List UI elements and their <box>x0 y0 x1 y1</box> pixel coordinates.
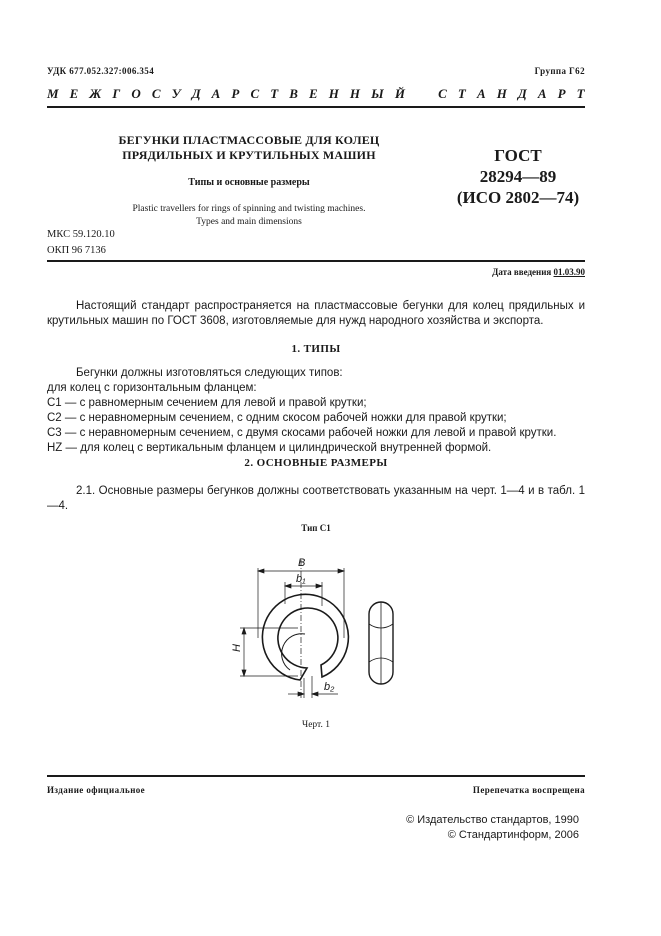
mks-code: МКС 59.120.10 <box>47 229 115 240</box>
label-b: B <box>298 557 306 569</box>
subtitle: Типы и основные размеры <box>188 177 310 188</box>
english-title-line-1: Plastic travellers for rings of spinning and twisting machines. <box>132 204 366 214</box>
title-line-1: БЕГУНКИ ПЛАСТМАССОВЫЕ ДЛЯ КОЛЕЦ <box>118 133 380 147</box>
section-1-heading: 1. ТИПЫ <box>291 343 341 355</box>
intro-date-value: 01.03.90 <box>553 267 585 277</box>
gost-number: 28294—89 <box>479 167 557 186</box>
types-line-1: для колец с горизонтальным фланцем: <box>47 382 257 394</box>
iso-number: (ИСО 2802—74) <box>456 188 580 207</box>
english-title-line-2: Types and main dimensions <box>196 217 302 227</box>
banner-letter: Е <box>308 86 318 101</box>
traveller-outline <box>262 594 348 680</box>
types-line-4: С3 — с неравномерным сечением, с двумя скосами рабочей ножки для левой и правой крутки. <box>47 427 557 439</box>
banner-letter: Н <box>349 86 361 101</box>
banner-letter: У <box>171 86 181 101</box>
title-rule <box>47 260 585 262</box>
b1-arrow-left <box>285 584 291 588</box>
figure-number: Черт. 1 <box>302 720 330 730</box>
b2-arrow-right <box>312 692 318 696</box>
b-arrow-left <box>258 569 264 573</box>
banner-letter: Н <box>328 86 339 101</box>
types-line-5: HZ — для колец с вертикальным фланцем и цилиндрической внутренней формой. <box>47 442 492 454</box>
label-h: H <box>231 644 243 652</box>
banner-letter: Ж <box>89 86 102 101</box>
okp-code: ОКП 96 7136 <box>47 245 106 256</box>
banner-letter: С <box>438 86 447 101</box>
banner-letter: Д <box>191 86 201 101</box>
banner-letter: В <box>289 86 298 101</box>
banner-letter: А <box>537 86 547 101</box>
h-arrow-bottom <box>242 670 246 676</box>
banner-letter: М <box>47 86 59 101</box>
banner-letter: С <box>151 86 161 101</box>
title-block <box>104 133 394 229</box>
traveller-drawing <box>200 540 420 710</box>
h-arrow-top <box>242 628 246 634</box>
banner-letter: Р <box>231 86 240 101</box>
gost-label: ГОСТ <box>494 146 542 165</box>
copyright-line-1: © Издательство стандартов, 1990 <box>406 814 579 826</box>
types-list <box>47 366 585 456</box>
reprint-prohibited-note: Перепечатка воспрещена <box>472 785 585 795</box>
b1-arrow-right <box>316 584 322 588</box>
label-b1: b₁ <box>296 573 306 585</box>
intro-paragraph: Настоящий стандарт распространяется на пластмассовые бегунки для колец прядильных и крутильных машин по ГОСТ 3608, изготовляемые для нужд народного хозяйства и экспорта. <box>47 300 585 327</box>
group-code: Группа Г62 <box>534 66 585 76</box>
banner-letter: О <box>131 86 141 101</box>
footer-rule <box>47 775 585 777</box>
types-line-3: С2 — с неравномерным сечением, с одним скосом рабочей ножки для правой крутки; <box>47 412 507 424</box>
banner-letter: А <box>211 86 221 101</box>
banner-letter: Т <box>270 86 279 101</box>
header-rule <box>47 106 585 108</box>
b-arrow-right <box>338 569 344 573</box>
banner-letter: Т <box>457 86 466 101</box>
figure-caption: Тип С1 <box>301 523 331 533</box>
introduction-date <box>492 267 585 277</box>
dimensions-paragraph: 2.1. Основные размеры бегунков должны соответствовать указанным на черт. 1—4 и в табл. 1—4. <box>47 485 585 512</box>
copyright-line-2: © Стандартинформ, 2006 <box>447 829 579 841</box>
banner-letter: Д <box>517 86 527 101</box>
side-view <box>369 602 393 684</box>
banner-letter: С <box>250 86 260 101</box>
banner-letter: Й <box>394 86 405 101</box>
intro-date-label: Дата введения <box>492 267 552 277</box>
title-line-2: ПРЯДИЛЬНЫХ И КРУТИЛЬНЫХ МАШИН <box>122 148 376 162</box>
udk-code: УДК 677.052.327:006.354 <box>47 66 155 76</box>
banner-letter: Г <box>112 86 121 101</box>
banner-letter: Н <box>496 86 507 101</box>
section-2-heading: 2. ОСНОВНЫЕ РАЗМЕРЫ <box>244 457 388 469</box>
banner-letter: Р <box>557 86 566 101</box>
banner-letter: Е <box>69 86 79 101</box>
label-b2: b₂ <box>324 681 335 693</box>
types-line-0: Бегунки должны изготовляться следующих типов: <box>76 367 343 379</box>
gost-designation <box>448 145 588 208</box>
banner-letter: А <box>476 86 486 101</box>
official-edition-note: Издание официальное <box>47 785 146 795</box>
interstate-standard-banner <box>47 86 585 102</box>
banner-letter: Ы <box>371 86 384 101</box>
banner-letter: Т <box>576 86 585 101</box>
types-line-2: С1 — с равномерным сечением для левой и правой крутки; <box>47 397 367 409</box>
